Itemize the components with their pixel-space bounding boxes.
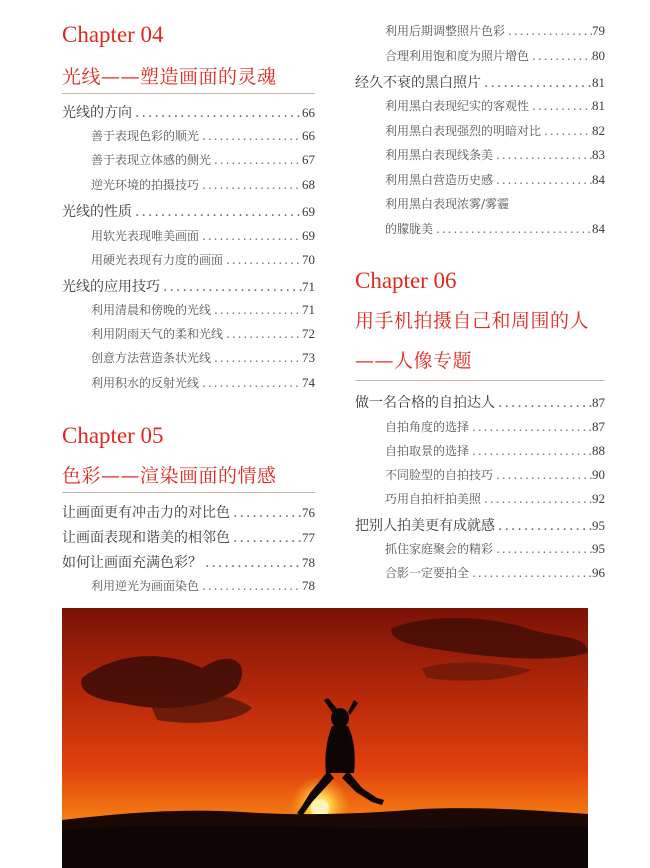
toc-entry-page: 83	[592, 147, 605, 162]
toc-entry-text: 利用黑白表现强烈的明暗对比	[385, 124, 542, 138]
toc-entry-text: 经久不衰的黑白照片	[355, 75, 481, 91]
toc-entry[interactable]	[385, 195, 605, 212]
toc-entry-text: 合影一定要拍全	[385, 566, 470, 580]
toc-entry-page: 84	[592, 221, 605, 236]
toc-entry[interactable]	[91, 176, 315, 193]
toc-entry-text: 逆光环境的拍摄技巧	[91, 178, 200, 192]
toc-entry[interactable]	[355, 515, 605, 535]
toc-entry-page: 76	[302, 505, 315, 520]
toc-entry[interactable]	[385, 540, 605, 557]
toc-entry[interactable]	[385, 466, 605, 483]
toc-entry-page: 66	[302, 105, 315, 120]
toc-entry[interactable]	[355, 72, 605, 92]
chapter-06-title-line2: ——人像专题	[355, 350, 473, 372]
toc-entry[interactable]	[91, 325, 315, 342]
toc-entry-text: 把别人拍美更有成就感	[355, 518, 495, 534]
chapter-04-title: 光线——塑造画面的灵魂	[62, 66, 277, 88]
toc-entry-page: 68	[302, 177, 315, 192]
toc-entry[interactable]	[62, 502, 315, 522]
toc-entry-text: 抓住家庭聚会的精彩	[385, 542, 494, 556]
toc-entry[interactable]	[355, 392, 605, 412]
toc-entry-text: 光线的应用技巧	[62, 279, 160, 295]
toc-entry-page: 81	[592, 98, 605, 113]
toc-entry-page: 79	[592, 23, 605, 38]
toc-entry[interactable]	[385, 442, 605, 459]
toc-entry-text: 善于表现色彩的顺光	[91, 129, 200, 143]
sunset-photo-svg	[62, 608, 588, 868]
toc-entry-text: 用硬光表现有力度的画面	[91, 253, 224, 267]
toc-entry-page: 82	[592, 123, 605, 138]
toc-entry-text: 自拍角度的选择	[385, 420, 470, 434]
toc-entry[interactable]	[62, 276, 315, 296]
chapter-05-divider	[62, 492, 315, 493]
toc-entry-text: 合理利用饱和度为照片增色	[385, 49, 530, 63]
toc-entry-text: 善于表现立体感的侧光	[91, 153, 212, 167]
toc-entry[interactable]	[62, 552, 315, 572]
toc-entry[interactable]	[91, 227, 315, 244]
toc-entry[interactable]	[91, 127, 315, 144]
toc-entry[interactable]	[91, 349, 315, 366]
toc-entry[interactable]	[385, 418, 605, 435]
toc-entry-page: 88	[592, 443, 605, 458]
toc-entry[interactable]	[385, 171, 605, 188]
chapter-04-divider	[62, 93, 315, 94]
toc-entry-text: 利用逆光为画面染色	[91, 579, 200, 593]
ground-foreground	[62, 826, 588, 868]
toc-entry-page: 67	[302, 152, 315, 167]
toc-entry[interactable]	[91, 301, 315, 318]
toc-entry[interactable]	[91, 577, 315, 594]
toc-entry-text: 利用清晨和傍晚的光线	[91, 303, 212, 317]
toc-entry-page: 81	[592, 75, 605, 90]
toc-entry-text: 利用黑白表现纪实的客观性	[385, 99, 530, 113]
toc-entry-page: 69	[302, 204, 315, 219]
toc-entry-page: 72	[302, 326, 315, 341]
toc-entry[interactable]	[385, 97, 605, 114]
toc-entry-text: 做一名合格的自拍达人	[355, 395, 495, 411]
toc-entry-text: 不同脸型的自拍技巧	[385, 468, 494, 482]
toc-entry-page: 71	[302, 302, 315, 317]
toc-entry-page: 87	[592, 419, 605, 434]
toc-entry-text: 创意方法营造条状光线	[91, 351, 212, 365]
toc-entry[interactable]	[385, 22, 605, 39]
chapter-05-title: 色彩——渲染画面的情感	[62, 465, 277, 487]
toc-entry-text: 利用后期调整照片色彩	[385, 24, 506, 38]
toc-entry[interactable]	[385, 122, 605, 139]
toc-entry-page: 90	[592, 467, 605, 482]
chapter-06-label: Chapter 06	[355, 268, 457, 293]
chapter-06-divider	[355, 380, 605, 381]
chapter-04-label: Chapter 04	[62, 22, 164, 47]
toc-entry-text: 自拍取景的选择	[385, 444, 470, 458]
toc-entry[interactable]	[385, 47, 605, 64]
toc-entry[interactable]	[385, 490, 605, 507]
toc-entry-text: 的朦胧美	[385, 222, 434, 236]
toc-entry-text: 用软光表现唯美画面	[91, 229, 200, 243]
toc-entry-page: 74	[302, 375, 315, 390]
toc-entry-page: 77	[302, 530, 315, 545]
toc-entry-text: 巧用自拍杆拍美照	[385, 492, 482, 506]
toc-entry-page: 80	[592, 48, 605, 63]
toc-entry-page: 78	[302, 578, 315, 593]
toc-entry-page: 87	[592, 395, 605, 410]
toc-entry[interactable]	[91, 151, 315, 168]
toc-entry-page: 95	[592, 518, 605, 533]
toc-entry-text: 利用阴雨天气的柔和光线	[91, 327, 224, 341]
toc-entry-page: 78	[302, 555, 315, 570]
toc-entry-text: 如何让画面充满色彩？	[62, 555, 202, 571]
toc-entry-text: 利用黑白营造历史感	[385, 173, 494, 187]
toc-entry-page: 96	[592, 565, 605, 580]
toc-entry-text: 光线的方向	[62, 105, 132, 121]
sunset-jump-photo	[62, 608, 588, 868]
chapter-06-title-line1: 用手机拍摄自己和周围的人	[355, 310, 590, 332]
toc-entry-page: 92	[592, 491, 605, 506]
toc-entry[interactable]	[91, 251, 315, 268]
toc-entry[interactable]	[385, 220, 605, 237]
toc-entry-page: 95	[592, 541, 605, 556]
toc-entry-page: 71	[302, 279, 315, 294]
toc-entry[interactable]	[385, 564, 605, 581]
toc-entry-page: 70	[302, 252, 315, 267]
toc-entry[interactable]	[62, 102, 315, 122]
toc-entry-text: 让画面更有冲击力的对比色	[62, 505, 230, 521]
toc-entry-text: 利用积水的反射光线	[91, 376, 200, 390]
toc-entry-text: 利用黑白表现浓雾/雾霾	[385, 197, 510, 211]
chapter-05-label: Chapter 05	[62, 423, 164, 448]
toc-entry[interactable]	[62, 201, 315, 221]
toc-entry-page: 66	[302, 128, 315, 143]
toc-entry-text: 让画面表现和谐美的相邻色	[62, 530, 230, 546]
toc-entry-page: 69	[302, 228, 315, 243]
toc-entry-page: 73	[302, 350, 315, 365]
toc-entry-text: 光线的性质	[62, 204, 132, 220]
toc-entry-page: 84	[592, 172, 605, 187]
toc-entry[interactable]	[385, 146, 605, 163]
toc-entry[interactable]	[62, 527, 315, 547]
toc-entry[interactable]	[91, 374, 315, 391]
toc-entry-text: 利用黑白表现线条美	[385, 148, 494, 162]
